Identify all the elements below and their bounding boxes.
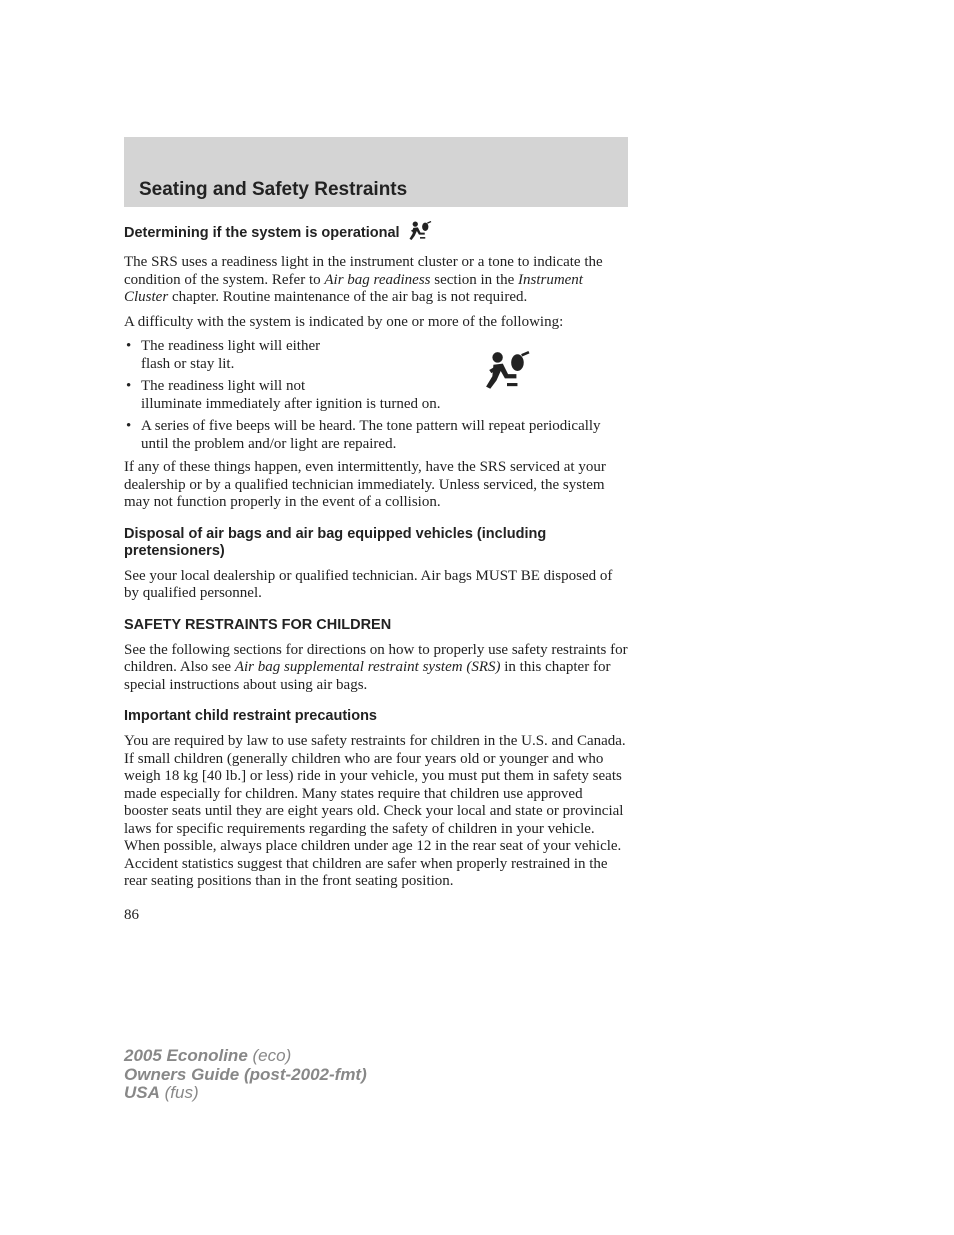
text-run: in this chapter for special instructions about using air bags. bbox=[124, 659, 611, 693]
list-item: • A series of five beeps will be heard. The tone pattern will repeat periodically until the problem and/or light are repaired. bbox=[124, 418, 630, 453]
footer-line-3 bbox=[124, 1084, 367, 1103]
paragraph-service: If any of these things happen, even intermittently, have the SRS serviced at your dealership or by a qualified technician immediately. Unless serviced, the system may not function properly in the event of a collision. bbox=[124, 459, 606, 510]
footer-market: USA bbox=[124, 1083, 160, 1102]
list-item bbox=[124, 338, 630, 373]
heading-disposal: Disposal of air bags and air bag equipped vehicles (including pretensioners) bbox=[124, 525, 547, 559]
text-run: section in the bbox=[430, 271, 518, 288]
paragraph-child-precautions: You are required by law to use safety restraints for children in the U.S. and Canada. If small children (generally children who are four years old or younger and who weigh 18 kg [40 lb.] or less) ride in your vehicle, you must put them in safety seats made especially for children. Many states require that children use approved booster seats until they are eight years old. Check your local and state or provincial laws for specific requirements regarding the safety of children in your vehicle. When possible, always place children under age 12 in the rear seat of your vehicle. Accident statistics suggest that children are safer when properly restrained in the rear seating positions than in the front seating position. bbox=[124, 733, 626, 889]
list-item bbox=[124, 378, 630, 413]
airbag-warning-icon bbox=[408, 221, 432, 246]
footer-guide: Owners Guide (post-2002-fmt) bbox=[124, 1064, 367, 1084]
text-run: See the following sections for directions on how to properly use safety restraints for children. Also see bbox=[124, 641, 628, 675]
paragraph-children-intro bbox=[124, 642, 630, 695]
heading-child-precautions: Important child restraint precautions bbox=[124, 708, 377, 724]
ref-air-bag-readiness: Air bag readiness bbox=[324, 271, 431, 288]
indicator-list bbox=[124, 338, 630, 453]
document-footer bbox=[124, 1047, 367, 1103]
list-item-line: illuminate immediately after ignition is turned on. bbox=[141, 395, 441, 412]
heading-system-operational-text: Determining if the system is operational bbox=[124, 225, 400, 241]
list-item-line: The readiness light will either bbox=[141, 338, 321, 354]
footer-model-code: (eco) bbox=[247, 1046, 292, 1065]
text-run: chapter. Routine maintenance of the air bag is not required. bbox=[168, 289, 528, 305]
paragraph-difficulty: A difficulty with the system is indicated by one or more of the following: bbox=[124, 313, 564, 330]
section-header-band bbox=[124, 137, 628, 207]
heading-system-operational bbox=[124, 221, 630, 246]
footer-line-2 bbox=[124, 1066, 367, 1085]
ref-srs: Air bag supplemental restraint system (SRS) bbox=[234, 659, 501, 675]
footer-model: 2005 Econoline bbox=[124, 1046, 248, 1065]
list-item-line: flash or stay lit. bbox=[141, 355, 235, 372]
paragraph-disposal: See your local dealership or qualified technician. Air bags MUST BE disposed of by qualified personnel. bbox=[124, 567, 613, 601]
list-item-line: The readiness light will not bbox=[141, 378, 306, 394]
ref-instrument-cluster: Instrument Cluster bbox=[124, 271, 583, 305]
page-number: 86 bbox=[124, 906, 139, 923]
text-run: The SRS uses a readiness light in the instrument cluster or a tone to indicate the condition of the system. Refer to bbox=[124, 254, 603, 288]
footer-line-1 bbox=[124, 1047, 367, 1066]
heading-safety-restraints-children: SAFETY RESTRAINTS FOR CHILDREN bbox=[124, 616, 392, 633]
footer-market-code: (fus) bbox=[159, 1083, 199, 1102]
paragraph-readiness bbox=[124, 254, 630, 307]
page-title: Seating and Safety Restraints bbox=[139, 179, 408, 200]
page-content bbox=[124, 221, 630, 931]
